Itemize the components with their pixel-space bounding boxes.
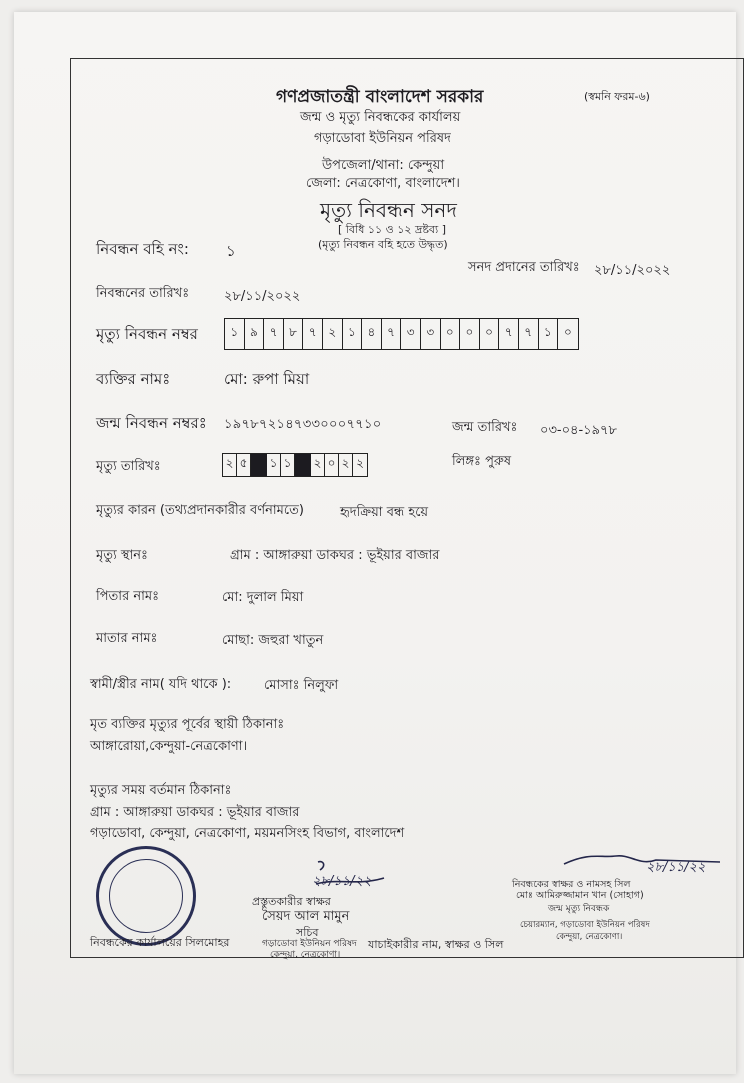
preparer-name: সৈয়দ আল মামুন bbox=[262, 909, 350, 924]
current-address-label: মৃত্যুর সময় বর্তমান ঠিকানাঃ bbox=[90, 783, 232, 798]
date-digit-cell: ১ bbox=[281, 454, 295, 476]
reg-digit-cell: ৭ bbox=[382, 319, 402, 349]
death-reg-number-grid bbox=[224, 318, 579, 350]
spouse-name-value: মোসাঃ নিলুফা bbox=[264, 678, 339, 693]
gender: লিঙ্গঃ পুরুষ bbox=[452, 454, 512, 469]
reg-digit-cell: ১ bbox=[539, 319, 559, 349]
office-name: জন্ম ও মৃত্যু নিবন্ধকের কার্যালয় bbox=[300, 110, 461, 125]
birth-reg-value: ১৯৭৮৭২১৪৭৩৩০০০৭৭১০ bbox=[224, 417, 382, 432]
verifier-label: যাচাইকারীর নাম, স্বাক্ষর ও সিল bbox=[368, 938, 504, 951]
reg-digit-cell: ৭ bbox=[519, 319, 539, 349]
preparer-signature-date: ২৮/১১/২২ bbox=[312, 874, 372, 889]
date-digit-cell: ১ bbox=[267, 454, 281, 476]
book-no-value: ১ bbox=[226, 242, 236, 260]
person-name-label: ব্যক্তির নামঃ bbox=[96, 370, 171, 388]
date-digit-cell: ২ bbox=[311, 454, 325, 476]
reg-digit-cell: ০ bbox=[441, 319, 461, 349]
date-digit-cell: ২ bbox=[356, 456, 364, 470]
registrar-label: নিবন্ধকের স্বাক্ষর ও নামসহ সিল bbox=[512, 879, 631, 890]
reg-digit-cell: ৭ bbox=[303, 319, 323, 349]
death-reg-no-label: মৃত্যু নিবন্ধন নম্বর bbox=[96, 325, 198, 343]
issue-date-value: ২৮/১১/২০২২ bbox=[594, 263, 671, 278]
office-seal bbox=[96, 846, 196, 946]
permanent-address-label: মৃত ব্যক্তির মৃত্যুর পূর্বের স্থায়ী ঠিকানাঃ bbox=[90, 717, 285, 732]
preparer-title: সচিব bbox=[296, 926, 319, 939]
upazila: উপজেলা/থানা: কেন্দুয়া bbox=[322, 158, 445, 173]
father-name-label: পিতার নামঃ bbox=[96, 589, 160, 604]
date-digit-cell: ২ bbox=[339, 454, 353, 476]
document-title: মৃত্যু নিবন্ধন সনদ bbox=[320, 198, 457, 222]
current-address-line1: গ্রাম : আঙ্গারুয়া ডাকঘর : ভূইয়ার বাজার bbox=[90, 805, 300, 820]
date-separator bbox=[251, 454, 267, 476]
registrar-signature-date: ২৮/১১/২২ bbox=[646, 860, 706, 875]
reg-digit-cell: ০ bbox=[480, 319, 500, 349]
registrar-place: কেন্দুয়া, নেত্রকোণা। bbox=[556, 932, 623, 942]
reg-digit-cell: ২ bbox=[323, 319, 343, 349]
government-title: গণপ্রজাতন্ত্রী বাংলাদেশ সরকার bbox=[276, 87, 484, 107]
death-place-label: মৃত্যু স্থানঃ bbox=[96, 548, 148, 563]
current-address-line2: গড়াডোবা, কেন্দুয়া, নেত্রকোণা, ময়মনসিংহ বিভাগ, বাংলাদেশ bbox=[90, 826, 405, 841]
father-name-value: মো: দুলাল মিয়া bbox=[222, 590, 304, 605]
preparer-label: প্রস্তুতকারীর স্বাক্ষর bbox=[252, 895, 331, 908]
reg-digit-cell: ৮ bbox=[284, 319, 304, 349]
date-digit-cell: ২ bbox=[223, 454, 237, 476]
form-tag: (স্বমনি ফরম-৬) bbox=[584, 90, 650, 103]
registrar-title: জন্ম মৃত্যু নিবন্ধক bbox=[548, 904, 610, 914]
date-digit-cell: ০ bbox=[325, 454, 339, 476]
registration-date-label: নিবন্ধনের তারিখঃ bbox=[96, 286, 190, 301]
birth-date-value: ০৩-০৪-১৯৭৮ bbox=[540, 423, 617, 438]
date-digit-cell: ৫ bbox=[237, 454, 251, 476]
preparer-signature bbox=[298, 856, 388, 892]
issue-date-label: সনদ প্রদানের তারিখঃ bbox=[468, 260, 580, 275]
spouse-name-label: স্বামী/স্ত্রীর নাম( যদি থাকে ): bbox=[90, 677, 232, 692]
death-date-grid bbox=[222, 453, 368, 477]
reg-digit-cell: ৯ bbox=[245, 319, 265, 349]
preparer-office: গড়াডোবা ইউনিয়ন পরিষদ bbox=[262, 939, 357, 949]
mother-name-value: মোছা: জহুরা খাতুন bbox=[222, 633, 324, 648]
birth-date-label: জন্ম তারিখঃ bbox=[452, 420, 518, 435]
permanent-address-value: আঙ্গারোয়া,কেন্দুয়া-নেত্রকোণা। bbox=[90, 739, 248, 754]
reg-digit-cell: ৩ bbox=[421, 319, 441, 349]
date-separator bbox=[295, 454, 311, 476]
district: জেলা: নেত্রকোণা, বাংলাদেশ। bbox=[306, 176, 460, 191]
reg-digit-cell: ৭ bbox=[499, 319, 519, 349]
seal-label: নিবন্ধকের কার্যালয়ের সিলমোহর bbox=[90, 936, 230, 949]
reg-digit-cell: ৭ bbox=[264, 319, 284, 349]
book-no-label: নিবন্ধন বহি নং: bbox=[96, 240, 189, 258]
reg-digit-cell: ৩ bbox=[401, 319, 421, 349]
registrar-office: চেয়ারম্যান, গড়াডোবা ইউনিয়ন পরিষদ bbox=[520, 920, 650, 930]
mother-name-label: মাতার নামঃ bbox=[96, 631, 158, 646]
preparer-place: কেন্দুয়া, নেত্রকোণা। bbox=[270, 950, 341, 960]
reg-digit-cell: ০ bbox=[460, 319, 480, 349]
union-name: গড়াডোবা ইউনিয়ন পরিষদ bbox=[314, 131, 451, 146]
death-date-label: মৃত্যু তারিখঃ bbox=[96, 459, 161, 474]
death-place-value: গ্রাম : আঙ্গারুয়া ডাকঘর : ভূইয়ার বাজার bbox=[230, 548, 440, 563]
rule-reference: [ বিধি ১১ ও ১২ দ্রষ্টব্য ] bbox=[338, 223, 447, 236]
person-name-value: মো: রুপা মিয়া bbox=[224, 370, 310, 388]
birth-reg-label: জন্ম নিবন্ধন নম্বরঃ bbox=[96, 414, 207, 432]
reg-digit-cell: ১ bbox=[343, 319, 363, 349]
extract-note: (মৃত্যু নিবন্ধন বহি হতে উদ্ধৃত) bbox=[318, 238, 448, 251]
reg-digit-cell: ১ bbox=[225, 319, 245, 349]
reg-digit-cell: ৪ bbox=[362, 319, 382, 349]
registrar-name: মোঃ আমিরুজ্জামান খান (সোহাগ) bbox=[516, 890, 644, 901]
death-cause-label: মৃত্যুর কারন (তথ্যপ্রদানকারীর বর্ণনামতে) bbox=[96, 503, 304, 518]
death-cause-value: হৃদক্রিয়া বন্ধ হয়ে bbox=[340, 505, 429, 520]
reg-digit-cell: ০ bbox=[563, 325, 572, 339]
registration-date-value: ২৮/১১/২০২২ bbox=[224, 289, 301, 304]
